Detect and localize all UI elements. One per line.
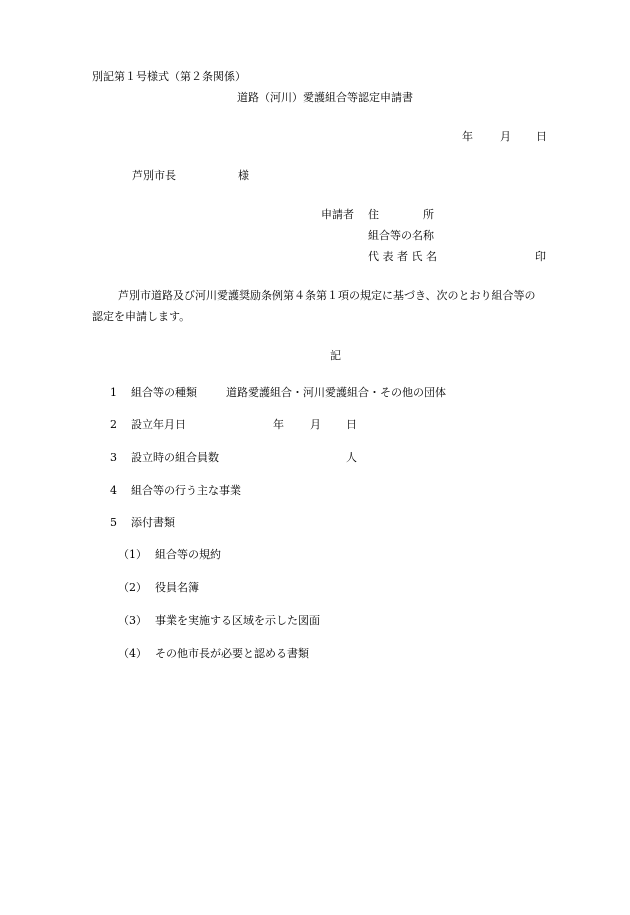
note-heading: 記 [330, 349, 341, 362]
representative-name-label: 代 表 者 氏 名 [368, 250, 437, 263]
body-line-2: 認定を申請します。 [92, 310, 191, 323]
body-line-1: 芦別市道路及び河川愛護奨励条例第４条第１項の規定に基づき、次のとおり組合等の [118, 289, 536, 302]
item-3-label: 設立時の組合員数 [131, 451, 219, 464]
item-3-number: 3 [110, 451, 117, 464]
item-2-label: 設立年月日 [131, 418, 186, 431]
item-1-label: 組合等の種類 [131, 386, 197, 399]
item-3-unit: 人 [346, 451, 357, 464]
item-5-label: 添付書類 [131, 516, 175, 529]
addressee-name: 芦別市長 [132, 169, 176, 182]
item-2-year: 年 [273, 418, 284, 431]
form-number: 別記第１号様式（第２条関係） [92, 70, 246, 83]
date-day-label: 日 [536, 130, 547, 143]
item-2-day: 日 [346, 418, 357, 431]
attachment-3-label: 事業を実施する区域を示した図面 [155, 614, 320, 627]
item-5-number: 5 [110, 516, 117, 529]
addressee-honorific: 様 [238, 169, 249, 182]
attachment-4-label: その他市長が必要と認める書類 [155, 647, 309, 660]
attachment-4-number: （4） [118, 647, 147, 660]
item-2-number: 2 [110, 418, 117, 431]
document-title: 道路（河川）愛護組合等認定申請書 [237, 91, 413, 104]
address-label: 住 所 [368, 208, 434, 221]
item-4-number: 4 [110, 484, 117, 497]
attachment-2-number: （2） [118, 581, 147, 594]
date-year-label: 年 [462, 130, 473, 143]
attachment-2-label: 役員名簿 [155, 581, 199, 594]
attachment-1-label: 組合等の規約 [155, 548, 221, 561]
seal-mark: 印 [535, 250, 546, 263]
item-2-month: 月 [310, 418, 321, 431]
attachment-1-number: （1） [118, 548, 147, 561]
item-1-number: 1 [110, 386, 117, 399]
item-4-label: 組合等の行う主な事業 [131, 484, 241, 497]
applicant-label: 申請者 [321, 208, 354, 221]
item-1-value: 道路愛護組合・河川愛護組合・その他の団体 [226, 386, 446, 399]
organization-name-label: 組合等の名称 [368, 229, 434, 242]
attachment-3-number: （3） [118, 614, 147, 627]
date-month-label: 月 [500, 130, 511, 143]
